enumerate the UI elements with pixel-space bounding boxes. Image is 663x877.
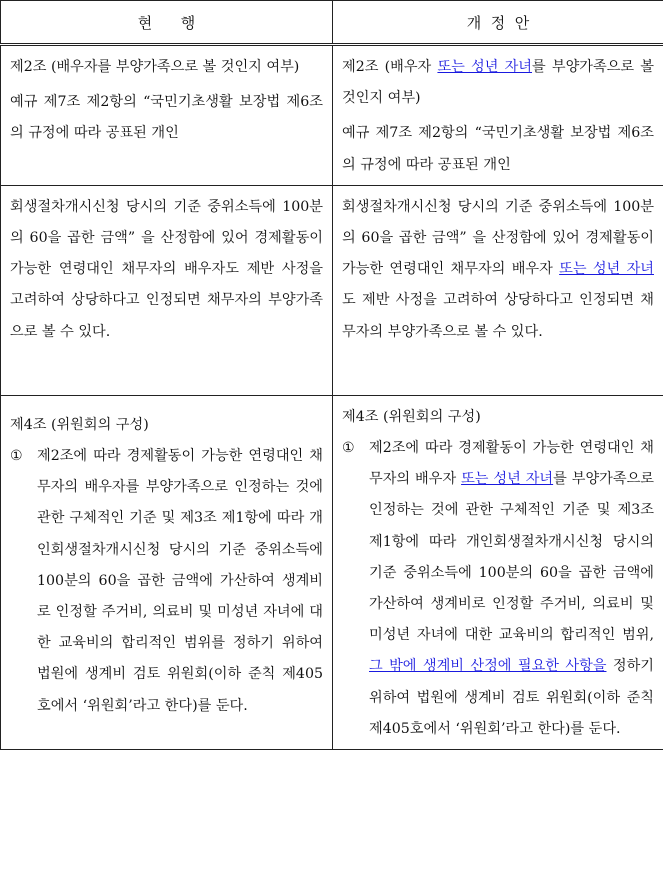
article4-title-current: 제4조 (위원회의 구성) <box>10 416 149 433</box>
article4-title-revised: 제4조 (위원회의 구성) <box>342 408 481 425</box>
row1-revised-cell <box>333 45 663 186</box>
text-segment: 도 제반 사정을 고려하여 상당하다고 인정되면 채무자의 부양가족으로 볼 수 있다. <box>342 292 654 340</box>
amended-phrase: 또는 성년 자녀 <box>461 471 554 488</box>
text-segment: 제2조에 따라 경제활동이 가능한 연령대인 채무자의 배우자 <box>369 440 654 488</box>
text-segment: 를 부양가족으로 인정하는 것에 관한 구체적인 기준 및 제3조 제1항에 따라 개인회생절차개시신청 당시의 기준 중위소득에 100분의 60을 곱한 금액에 가산하여 생계비로 인정할 주거비, 의료비 및 미성년 자녀에 대한 교육비의 합리적인 범위, <box>369 471 654 644</box>
article2-text-current: 예규 제7조 제2항의 “국민기초생활 보장법 제6조의 규정에 따라 공표된 개인 <box>10 94 323 142</box>
text-segment: 회생절차개시신청 당시의 기준 중위소득에 100분의 60을 곱한 금액” 을 산정함에 있어 경제활동이 가능한 연령대인 채무자의 배우자 <box>342 198 654 278</box>
article2-text-revised: 예규 제7조 제2항의 “국민기초생활 보장법 제6조의 규정에 따라 공표된 개인 <box>342 125 654 173</box>
header-row <box>1 1 663 45</box>
amended-phrase: 또는 성년 자녀 <box>559 261 654 278</box>
article2-title-revised <box>342 52 654 114</box>
row2-current-cell <box>1 185 333 395</box>
row3-current-cell <box>1 395 333 749</box>
text-segment: 정하기 위하여 법원에 생계비 검토 위원회(이하 준칙 제405호에서 ‘위원회’라고 한다)를 둔다. <box>369 658 654 737</box>
table-row <box>1 395 663 749</box>
paragraph-text <box>369 433 654 745</box>
article2-continued-current: 회생절차개시신청 당시의 기준 중위소득에 100분의 60을 곱한 금액” 을 산정함에 있어 경제활동이 가능한 연령대인 채무자의 배우자도 제반 사정을 고려하여 상당하다고 인정되면 채무자의 부양가족으로 볼 수 있다. <box>10 198 323 340</box>
article2-title-current: 제2조 (배우자를 부양가족으로 볼 것인지 여부) <box>10 59 300 75</box>
row3-revised-cell <box>333 395 663 749</box>
row1-current-cell <box>1 45 333 186</box>
title-post: 를 부양가족으로 볼 것인지 여부) <box>342 59 654 107</box>
row2-revised-cell <box>333 185 663 395</box>
paragraph-1-revised <box>342 433 654 745</box>
header-current: 현 행 <box>1 1 333 45</box>
header-revised: 개 정 안 <box>333 1 663 45</box>
table-row <box>1 185 663 395</box>
paragraph-text: 제2조에 따라 경제활동이 가능한 연령대인 채무자의 배우자를 부양가족으로 인정하는 것에 관한 구체적인 기준 및 제3조 제1항에 따라 개인회생절차개시신청 당시의 기준 중위소득에 100분의 60을 곱한 금액에 가산하여 생계비로 인정할 주거비, 의료비 및 미성년 자녀에 대한 교육비의 합리적인 범위를 정하기 위하여 법원에 생계비 검토 위원회(이하 준칙 제405호에서 ‘위원회’라고 한다)를 둔다. <box>37 448 323 714</box>
paragraph-number: ① <box>342 440 355 457</box>
amended-phrase: 그 밖에 생계비 산정에 필요한 사항을 <box>369 658 607 675</box>
table-row <box>1 45 663 186</box>
paragraph-number: ① <box>10 448 23 465</box>
article2-continued-revised <box>342 192 654 348</box>
paragraph-1-current <box>10 441 323 722</box>
title-pre: 제2조 (배우자 <box>342 59 438 75</box>
amended-phrase: 또는 성년 자녀 <box>437 59 533 75</box>
